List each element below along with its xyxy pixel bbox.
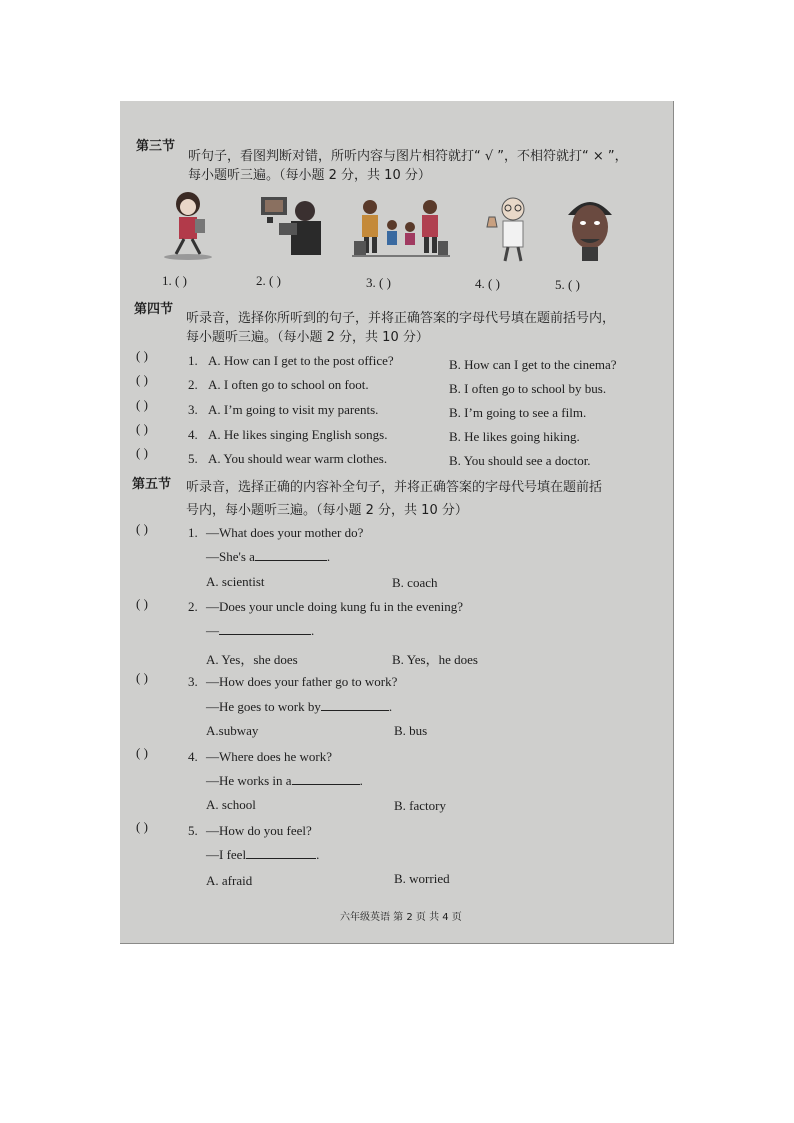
response-suffix: . xyxy=(326,549,331,564)
option-b: B. factory xyxy=(394,798,446,813)
question-text: —How do you feel? xyxy=(206,823,312,838)
option-b: B. How can I get to the cinema? xyxy=(449,357,617,372)
question-text: —Where does he work? xyxy=(206,749,332,764)
question-number: 3. xyxy=(188,674,198,689)
option-b: B. He likes going hiking. xyxy=(449,429,580,444)
section3-answer-2[interactable]: 2. ( ) xyxy=(256,273,281,288)
option-b: B. worried xyxy=(394,871,450,886)
response-prefix: —She's a xyxy=(206,549,255,564)
answer-blank[interactable] xyxy=(246,847,316,859)
answer-blank[interactable] xyxy=(219,623,311,635)
question-number: 1. xyxy=(188,525,198,540)
option-b: B. bus xyxy=(394,723,428,738)
question-number: 3. xyxy=(188,402,198,417)
response-suffix: . xyxy=(359,773,363,788)
section3-instruction-line2: 每小题听三遍。（每小题 2 分，共 10 分） xyxy=(188,168,431,183)
answer-blank[interactable] xyxy=(292,773,360,785)
response-line xyxy=(206,773,363,789)
section5-label: 第五节 xyxy=(132,477,172,492)
option-b: B. I’m going to see a film. xyxy=(449,405,587,420)
answer-blank[interactable] xyxy=(321,699,389,711)
section5-answer-bracket[interactable]: ( ) xyxy=(136,670,148,685)
option-b: B. You should see a doctor. xyxy=(449,453,591,468)
section5-answer-bracket[interactable]: ( ) xyxy=(136,745,148,760)
option-a: A. school xyxy=(206,797,256,812)
section3-answer-3[interactable]: 3. ( ) xyxy=(366,275,391,290)
question-number: 4. xyxy=(188,427,198,442)
section4-instruction-line1: 听录音，选择你所听到的句子，并将正确答案的字母代号填在题前括号内， xyxy=(186,311,616,326)
response-suffix: . xyxy=(388,699,393,714)
section3-answer-1[interactable]: 1. ( ) xyxy=(162,273,187,288)
section5-answer-bracket[interactable]: ( ) xyxy=(136,819,148,834)
option-a: A. I often go to school on foot. xyxy=(208,377,369,392)
section4-answer-bracket[interactable]: ( ) xyxy=(136,372,148,387)
section4-answer-bracket[interactable]: ( ) xyxy=(136,421,148,436)
question-number: 5. xyxy=(188,451,198,466)
man-with-camera-picture xyxy=(257,193,329,259)
response-prefix: —He works in a xyxy=(206,773,292,788)
option-a: A. Yes，she does xyxy=(206,652,298,667)
response-prefix: — xyxy=(206,623,219,638)
response-prefix: —He goes to work by xyxy=(206,699,321,714)
response-line xyxy=(206,549,330,565)
response-line xyxy=(206,623,314,639)
family-travel-picture xyxy=(352,197,450,259)
section4-answer-bracket[interactable]: ( ) xyxy=(136,445,148,460)
response-prefix: —I feel xyxy=(206,847,247,862)
section4-instruction-line2: 每小题听三遍。（每小题 2 分，共 10 分） xyxy=(186,330,429,345)
section3-instruction-line1: 听句子，看图判断对错，所听内容与图片相符就打“ √ ”，不相符就打“ × ”， xyxy=(188,149,628,164)
section5-answer-bracket[interactable]: ( ) xyxy=(136,521,148,536)
section5-instruction-line1: 听录音，选择正确的内容补全句子，并将正确答案的字母代号填在题前括 xyxy=(186,480,603,495)
option-a: A. I’m going to visit my parents. xyxy=(208,402,379,417)
option-b: B. I often go to school by bus. xyxy=(449,381,607,396)
response-line xyxy=(206,699,392,715)
option-b: B. Yes，he does xyxy=(392,652,478,667)
worried-man-picture xyxy=(560,193,620,265)
scientist-picture xyxy=(483,193,545,265)
girl-walking-to-school-picture xyxy=(158,188,220,260)
section3-label: 第三节 xyxy=(136,139,176,154)
exam-page xyxy=(120,101,674,944)
option-a: A. scientist xyxy=(206,574,265,589)
response-line xyxy=(206,847,319,863)
section5-instruction-line2: 号内，每小题听三遍。（每小题 2 分，共 10 分） xyxy=(186,503,468,518)
question-number: 2. xyxy=(188,377,198,392)
option-a: A.subway xyxy=(206,723,259,738)
option-a: A. He likes singing English songs. xyxy=(208,427,388,442)
section3-answer-4[interactable]: 4. ( ) xyxy=(475,276,500,291)
question-text: —Does your uncle doing kung fu in the evening? xyxy=(206,599,464,614)
question-number: 1. xyxy=(188,353,198,368)
option-a: A. afraid xyxy=(206,873,253,888)
section4-label: 第四节 xyxy=(134,302,174,317)
section3-answer-5[interactable]: 5. ( ) xyxy=(555,277,580,292)
question-number: 5. xyxy=(188,823,198,838)
answer-blank[interactable] xyxy=(255,549,327,561)
section4-answer-bracket[interactable]: ( ) xyxy=(136,397,148,412)
section4-answer-bracket[interactable]: ( ) xyxy=(136,348,148,363)
question-text: —How does your father go to work? xyxy=(206,674,398,689)
page-footer: 六年级英语 第 2 页 共 4 页 xyxy=(340,912,462,923)
option-a: A. How can I get to the post office? xyxy=(208,353,394,368)
question-number: 2. xyxy=(188,599,198,614)
question-number: 4. xyxy=(188,749,198,764)
option-a: A. You should wear warm clothes. xyxy=(208,451,388,466)
response-suffix: . xyxy=(311,623,315,638)
section5-answer-bracket[interactable]: ( ) xyxy=(136,596,148,611)
question-text: —What does your mother do? xyxy=(206,525,364,540)
option-b: B. coach xyxy=(392,575,438,590)
response-suffix: . xyxy=(316,847,320,862)
